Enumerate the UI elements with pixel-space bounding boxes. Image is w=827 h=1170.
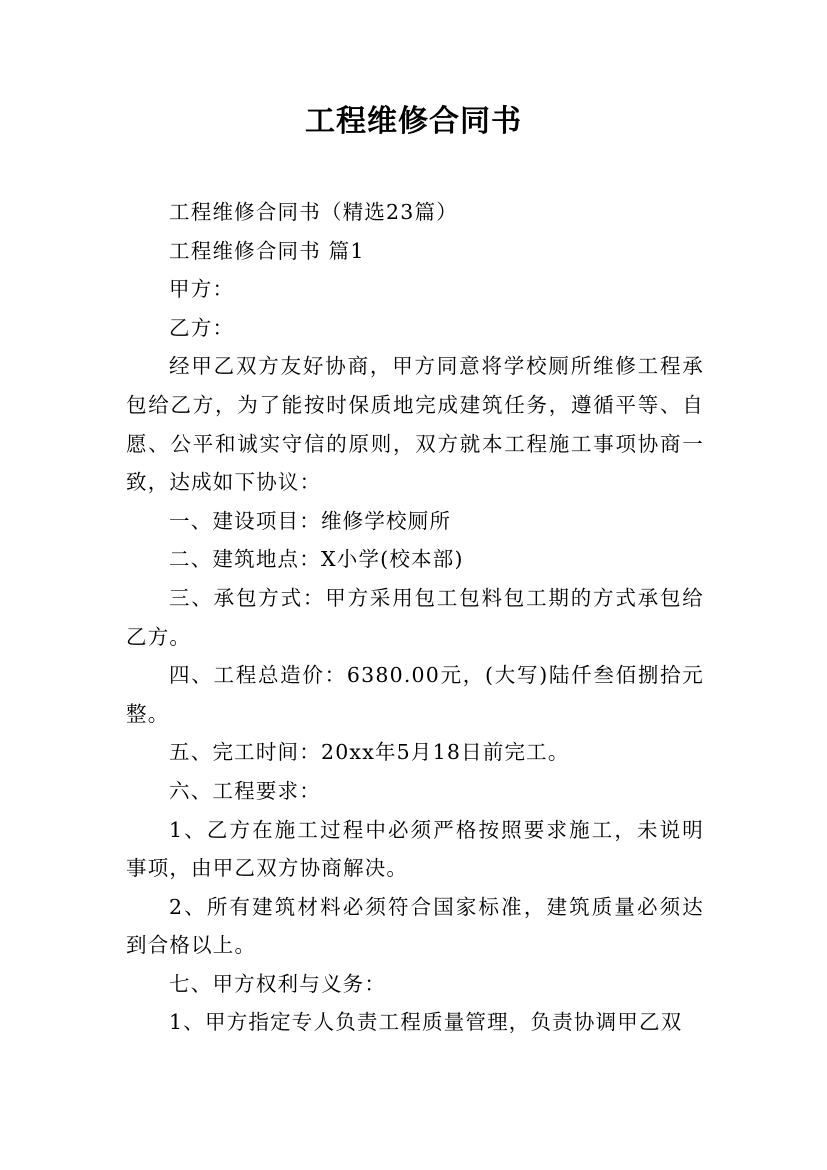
requirement-item-1: 1、乙方在施工过程中必须严格按照要求施工，未说明事项，由甲乙双方协商解决。 bbox=[126, 817, 704, 881]
party-b-label: 乙方： bbox=[169, 315, 235, 340]
subtitle-paragraph: 工程维修合同书（精选23篇） bbox=[169, 200, 458, 224]
intro-paragraph: 经甲乙双方友好协商，甲方同意将学校厕所维修工程承包给乙方，为了能按时保质地完成建筑任务，遵循平等、自愿、公平和诚实守信的原则，双方就本工程施工事项协商一致，达成如下协议： bbox=[126, 354, 704, 495]
requirement-item-2: 2、所有建筑材料必须符合国家标准，建筑质量必须达到合格以上。 bbox=[126, 894, 704, 958]
clause-total-cost: 四、工程总造价：6380.00元，(大写)陆仟叁佰捌拾元整。 bbox=[126, 663, 704, 726]
clause-project: 一、建设项目：维修学校厕所 bbox=[169, 508, 452, 533]
clause-contract-method: 三、承包方式：甲方采用包工包料包工期的方式承包给乙方。 bbox=[126, 585, 704, 649]
clause-location: 二、建筑地点：X小学(校本部) bbox=[169, 547, 464, 572]
clause-completion-time: 五、完工时间：20xx年5月18日前完工。 bbox=[169, 740, 570, 765]
document-title: 工程维修合同书 bbox=[305, 104, 522, 139]
document-body bbox=[126, 193, 704, 1042]
party-a-label: 甲方： bbox=[169, 277, 235, 302]
clause-party-a-rights: 七、甲方权利与义务： bbox=[169, 971, 387, 996]
section-heading: 工程维修合同书 篇1 bbox=[169, 238, 365, 263]
clause-requirements: 六、工程要求： bbox=[169, 778, 321, 803]
party-a-rights-item-1: 1、甲方指定专人负责工程质量管理，负责协调甲乙双 bbox=[169, 1010, 683, 1035]
